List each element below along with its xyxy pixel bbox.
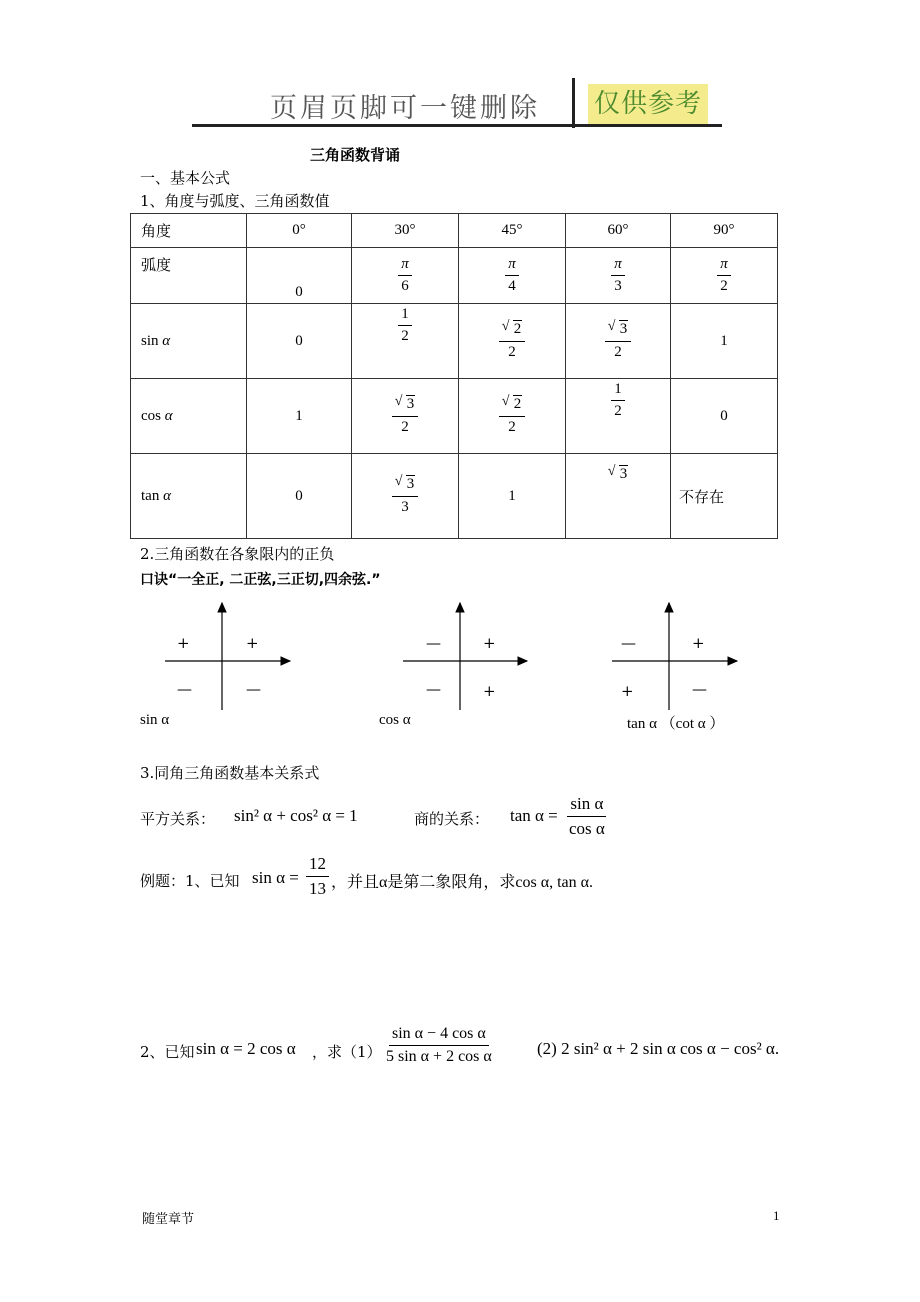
cos-q2-sign: — xyxy=(426,634,441,652)
cos-q1-sign: + xyxy=(483,634,496,652)
sin-q3-sign: — xyxy=(177,680,192,698)
square-relation-label: 平方关系： xyxy=(140,810,216,828)
example1-fraction: $\frac{12}{13}$ xyxy=(306,854,329,898)
quotient-relation-fraction: $\frac{\text{sin α}}{\text{cos α}}$ xyxy=(569,794,605,838)
quadrant-diagrams xyxy=(0,595,920,720)
sin-90: 1 xyxy=(671,304,778,379)
radian-90: $\frac{\pi}{2}$ xyxy=(671,248,778,304)
example1-rest: ，并且α是第二象限角，求cos α, tan α. xyxy=(331,874,594,891)
quotient-relation-lhs: tan α = xyxy=(510,806,558,825)
trig-values-table xyxy=(130,213,778,539)
cos-q3-sign: — xyxy=(426,680,441,698)
footer-chapter: 随堂章节 xyxy=(142,1212,195,1227)
header-divider xyxy=(572,78,575,128)
cos-90: 0 xyxy=(671,379,778,454)
radian-45: $\frac{\pi}{4}$ xyxy=(459,248,566,304)
tan-60: √ 3 xyxy=(566,454,671,539)
degree-30: 30° xyxy=(352,214,459,248)
reference-badge: 仅供参考 xyxy=(588,84,708,124)
sin-45: √ 2 2 xyxy=(459,304,566,379)
footer-page-number: 1 xyxy=(773,1208,780,1223)
sin-q2-sign: + xyxy=(177,634,190,652)
tan-90: 不存在 xyxy=(671,454,778,539)
radian-30: $\frac{\pi}{6}$ xyxy=(352,248,459,304)
tan-q1-sign: + xyxy=(692,634,705,652)
table-row-cos xyxy=(131,379,778,454)
sin-60: √ 3 2 xyxy=(566,304,671,379)
degree-45: 45° xyxy=(459,214,566,248)
cos-30: √ 3 2 xyxy=(352,379,459,454)
cos-diagram-label: cos α xyxy=(379,712,411,728)
tan-q2-sign: — xyxy=(621,634,636,652)
cos-0: 1 xyxy=(247,379,352,454)
tan-q4-sign: — xyxy=(692,680,707,698)
radian-60: $\frac{\pi}{3}$ xyxy=(566,248,671,304)
row-label-tan: tan α xyxy=(131,454,247,539)
quotient-relation-label: 商的关系： xyxy=(414,810,490,828)
example2-fraction: $\frac{\text{sin α − 4 cos α}}{\text{5 sin α + 2 cos α}}$ xyxy=(386,1025,492,1066)
cos-q4-sign: + xyxy=(483,682,496,700)
table-row-tan xyxy=(131,454,778,539)
sin-30: $\frac{1}{2}$ xyxy=(352,304,459,379)
tan-45: 1 xyxy=(459,454,566,539)
example2-part2: (2) 2 sin² α + 2 sin α cos α − cos² α. xyxy=(537,1039,780,1058)
example2-given: sin α = 2 cos α xyxy=(196,1039,296,1058)
sin-q4-sign: — xyxy=(246,680,261,698)
table-row-degree xyxy=(131,214,778,248)
tan-0: 0 xyxy=(247,454,352,539)
square-relation-formula: sin² α + cos² α = 1 xyxy=(234,806,358,825)
document-title: 三角函数背诵 xyxy=(310,146,401,164)
example2-ask: ，求（1） xyxy=(312,1043,382,1061)
mnemonic: 口诀“一全正, 二正弦,三正切,四余弦.” xyxy=(140,572,381,588)
row-label-radian: 弧度 xyxy=(131,248,247,304)
table-row-sin xyxy=(131,304,778,379)
section2-heading: 2.三角函数在各象限内的正负 xyxy=(140,545,335,563)
section1-heading: 一、基本公式 xyxy=(140,169,231,187)
sin-0: 0 xyxy=(247,304,352,379)
header-banner-text: 页眉页脚可一键删除 xyxy=(270,93,540,124)
tan-30: √ 3 3 xyxy=(352,454,459,539)
example2-prefix: 2、已知 xyxy=(140,1043,195,1061)
radian-0: 0 xyxy=(247,248,352,304)
row-label-degree: 角度 xyxy=(131,214,247,248)
table-row-radian xyxy=(131,248,778,304)
example1-sin-expr: sin α = xyxy=(252,868,299,887)
sin-q1-sign: + xyxy=(246,634,259,652)
degree-90: 90° xyxy=(671,214,778,248)
section3-heading: 3.同角三角函数基本关系式 xyxy=(140,764,320,782)
section1-subheading: 1、角度与弧度、三角函数值 xyxy=(140,192,330,210)
example1-prefix: 例题：1、已知 xyxy=(140,872,240,890)
sin-diagram-label: sin α xyxy=(140,712,170,728)
cos-quadrant-axes xyxy=(403,603,527,710)
tan-q3-sign: + xyxy=(621,682,634,700)
tan-diagram-label: tan α （cot α ） xyxy=(627,716,725,732)
row-label-cos: cos α xyxy=(131,379,247,454)
degree-0: 0° xyxy=(247,214,352,248)
header-rule xyxy=(192,124,722,127)
row-label-sin: sin α xyxy=(131,304,247,379)
degree-60: 60° xyxy=(566,214,671,248)
cos-45: √ 2 2 xyxy=(459,379,566,454)
cos-60: $\frac{1}{2}$ xyxy=(566,379,671,454)
